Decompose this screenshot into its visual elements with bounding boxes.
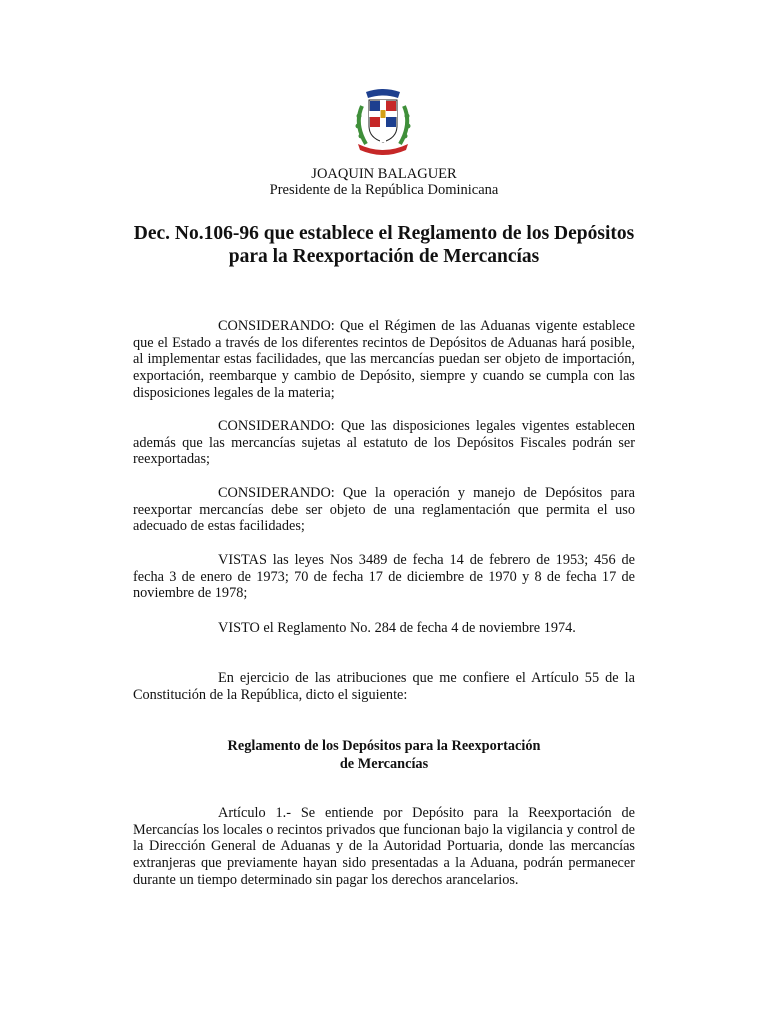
considerando-paragraph-1 xyxy=(133,318,635,402)
coat-of-arms-seal xyxy=(352,86,414,156)
visto-paragraph xyxy=(133,620,635,637)
decree-title xyxy=(120,222,648,268)
considerando-paragraph-3 xyxy=(133,485,635,535)
president-name: JOAQUIN BALAGUER xyxy=(311,166,457,182)
ejercicio-text: En ejercicio de las atribuciones que me confiere el Artículo 55 de la Constitución de la República, dicto el siguiente: xyxy=(133,670,635,703)
vistas-paragraph xyxy=(133,552,635,602)
ejercicio-paragraph xyxy=(133,670,635,703)
decree-title-line-1: Dec. No.106-96 que establece el Reglamento de los Depósitos xyxy=(133,223,635,244)
reglamento-title xyxy=(184,737,584,773)
articulo-1-paragraph xyxy=(133,805,635,889)
visto-text: VISTO el Reglamento No. 284 de fecha 4 de noviembre 1974. xyxy=(218,620,576,636)
vistas-text: VISTAS las leyes Nos 3489 de fecha 14 de febrero de 1953; 456 de fecha 3 de enero de 1973; 70 de fecha 17 de diciembre de 1970 y 8 de fecha 17 de noviembre de 1978; xyxy=(133,552,635,602)
articulo-1-text: Artículo 1.- Se entiende por Depósito para la Reexportación de Mercancías los locales o recintos privados que funcionan bajo la vigilancia y control de la Dirección General de Aduanas y de la Autoridad Portuaria, donde las mercancías extranjeras que previamente hayan sido presentadas a la Aduana, podrán permanecer durante un tiempo determinado sin pagar los derechos arancelarios. xyxy=(133,805,635,888)
considerando-text-1: CONSIDERANDO: Que el Régimen de las Aduanas vigente establece que el Estado a través de los diferentes recintos de Depósitos de Aduanas hará posible, al implementar estas facilidades, que las mercancías puedan ser objeto de importación, exportación, reembarque y cambio de Depósito, siempre y cuando se cumpla con las disposiciones legales de la materia; xyxy=(133,318,635,401)
author-block xyxy=(0,166,768,198)
reglamento-title-line-1: Reglamento de los Depósitos para la Reexportación xyxy=(227,738,541,754)
president-title: Presidente de la República Dominicana xyxy=(269,182,499,198)
considerando-text-3: CONSIDERANDO: Que la operación y manejo de Depósitos para reexportar mercancías debe ser objeto de una reglamentación que permita el uso adecuado de estas facilidades; xyxy=(133,485,635,535)
considerando-text-2: CONSIDERANDO: Que las disposiciones legales vigentes establecen además que las mercancías sujetas al estatuto de los Depósitos Fiscales podrán ser reexportadas; xyxy=(133,418,635,468)
decree-title-line-2: para la Reexportación de Mercancías xyxy=(228,246,540,267)
considerando-paragraph-2 xyxy=(133,418,635,468)
reglamento-title-line-2: de Mercancías xyxy=(339,756,429,772)
